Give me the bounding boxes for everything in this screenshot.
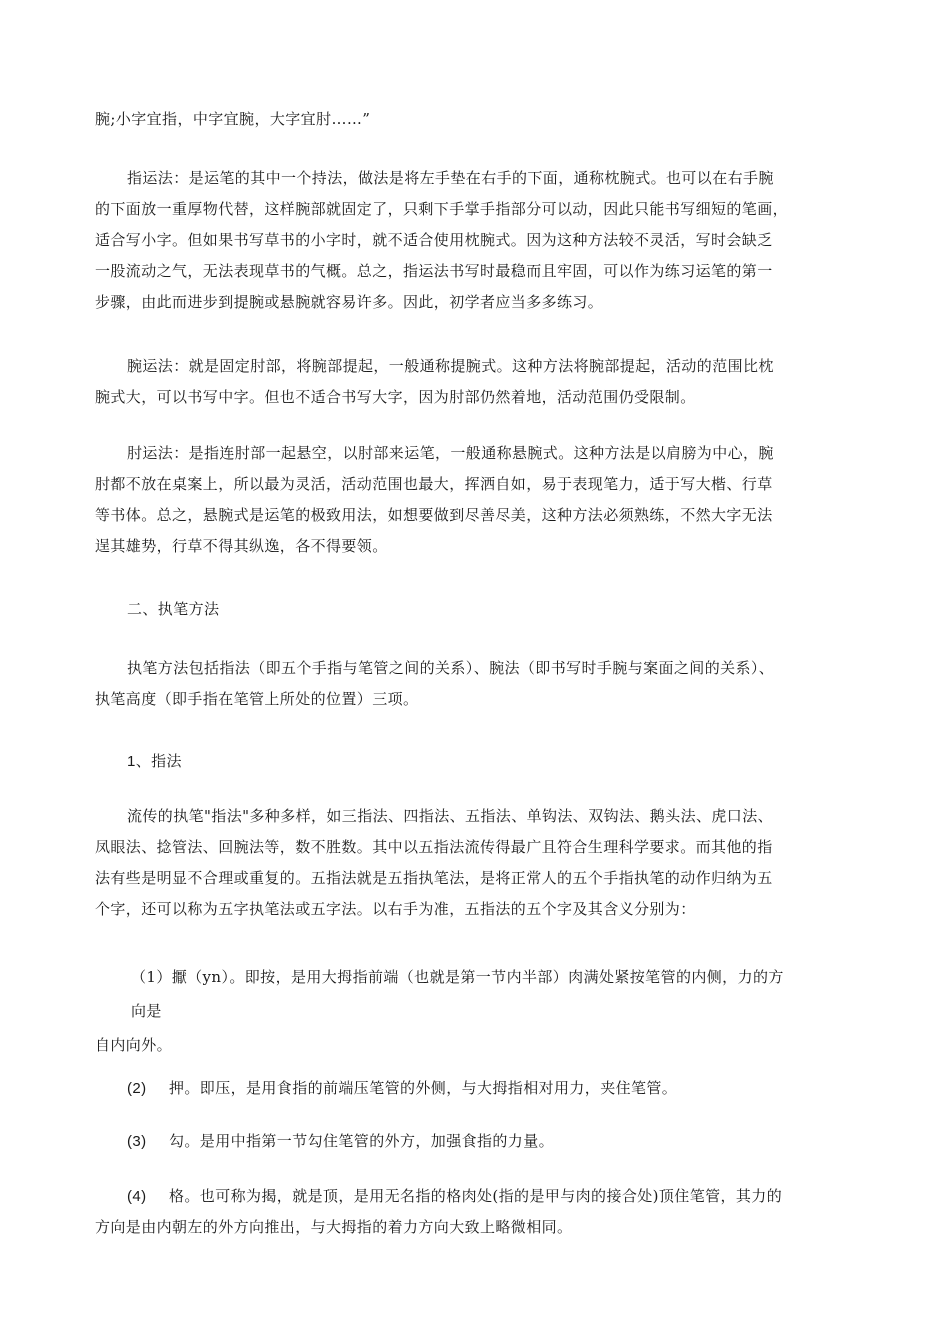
list-item	[95, 960, 847, 1062]
paragraph-finger-techniques	[95, 801, 847, 925]
subsection-heading	[95, 746, 847, 777]
text-line: 步骤，由此而进步到提腕或悬腕就容易许多。因此，初学者应当多多练习。	[95, 293, 604, 311]
paragraph-elbow-method	[95, 438, 847, 562]
text-line: 等书体。总之，悬腕式是运笔的极致用法，如想要做到尽善尽美，这种方法必须熟练，不然大字无法	[95, 506, 773, 524]
paragraph-finger-method	[95, 163, 847, 318]
list-item-text: 格。也可称为揭，就是顶，是用无名指的格肉处(指的是甲与肉的接合处)顶住笔管，其力的	[169, 1187, 783, 1205]
text-line: 向是	[131, 1002, 162, 1020]
list-item-number: (2)	[127, 1080, 147, 1097]
text-line: 的下面放一重厚物代替，这样腕部就固定了，只剩下手掌手指部分可以动，因此只能书写细短的笔画，	[95, 200, 789, 218]
list-item	[95, 1126, 847, 1157]
paragraph-wrist-method	[95, 351, 847, 413]
text-line: 执笔高度（即手指在笔管上所处的位置）三项。	[95, 690, 419, 708]
text-line: 腕运法：就是固定肘部，将腕部提起，一般通称提腕式。这种方法将腕部提起，活动的范围比枕	[127, 357, 774, 375]
list-item-text: 勾。是用中指第一节勾住笔管的外方，加强食指的力量。	[169, 1132, 555, 1150]
subsection-number: 1	[127, 753, 136, 770]
text-line: 腕;小字宜指，中字宜腕，大字宜肘……”	[95, 110, 371, 128]
paragraph-continuation	[95, 104, 847, 135]
text-line: 腕式大，可以书写中字。但也不适合书写大字，因为肘部仍然着地，活动范围仍受限制。	[95, 388, 696, 406]
subsection-title: 、指法	[135, 752, 182, 770]
text-line: 适合写小字。但如果书写草书的小字时，就不适合使用枕腕式。因为这种方法较不灵活，写时会缺乏	[95, 231, 773, 249]
section-heading	[95, 594, 847, 625]
text-line: 指运法：是运笔的其中一个持法，做法是将左手垫在右手的下面，通称枕腕式。也可以在右手腕	[127, 169, 774, 187]
text-line: 凤眼法、捻管法、回腕法等，数不胜数。其中以五指法流传得最广且符合生理科学要求。而其他的指	[95, 838, 773, 856]
text-line: （1）擫（yn）。即按，是用大拇指前端（也就是第一节内半部）肉满处紧按笔管的内侧，力的方	[131, 968, 784, 986]
text-line: 肘运法：是指连肘部一起悬空，以肘部来运笔，一般通称悬腕式。这种方法是以肩膀为中心，腕	[127, 444, 774, 462]
text-line: 流传的执笔"指法"多种多样，如三指法、四指法、五指法、单钩法、双钩法、鹅头法、虎口法、	[127, 807, 774, 825]
list-item-text: 押。即压，是用食指的前端压笔管的外侧，与大拇指相对用力，夹住笔管。	[169, 1079, 678, 1097]
text-line: 肘都不放在桌案上，所以最为灵活，活动范围也最大，挥洒自如，易于表现笔力，适于写大楷、行草	[95, 475, 773, 493]
text-line: 一股流动之气，无法表现草书的气概。总之，指运法书写时最稳而且牢固，可以作为练习运笔的第一	[95, 262, 773, 280]
section-heading-text: 二、执笔方法	[127, 600, 220, 618]
list-item-number: (4)	[127, 1188, 147, 1205]
text-line: 方向是由内朝左的外方向推出，与大拇指的着力方向大致上略微相同。	[95, 1218, 573, 1236]
text-line: 法有些是明显不合理或重复的。五指法就是五指执笔法，是将正常人的五个手指执笔的动作归纳为五	[95, 869, 773, 887]
list-item-number: (3)	[127, 1133, 147, 1150]
text-line: 执笔方法包括指法（即五个手指与笔管之间的关系）、腕法（即书写时手腕与案面之间的关系）、	[127, 659, 775, 677]
text-line: 个字，还可以称为五字执笔法或五字法。以右手为准，五指法的五个字及其含义分别为：	[95, 900, 696, 918]
list-item	[95, 1181, 847, 1243]
text-line: 逞其雄势，行草不得其纵逸，各不得要领。	[95, 537, 388, 555]
text-line: 自内向外。	[95, 1036, 173, 1054]
list-item	[95, 1073, 847, 1104]
paragraph-holding-methods	[95, 653, 847, 715]
